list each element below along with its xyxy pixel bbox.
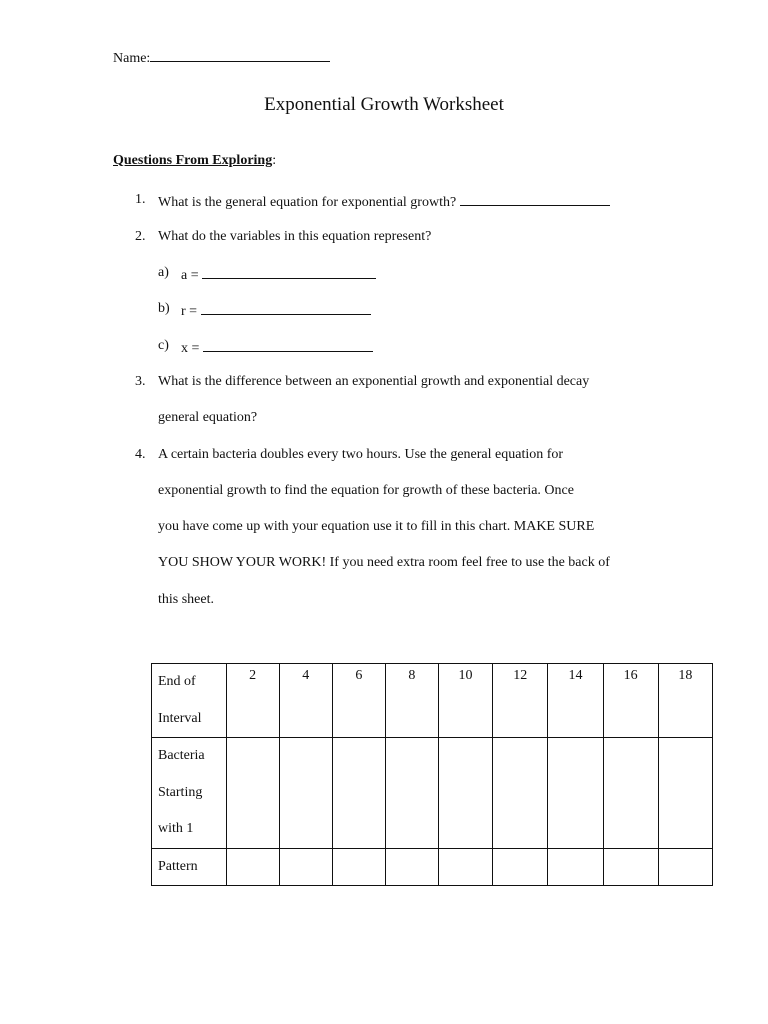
row-label-line: Bacteria	[158, 748, 205, 763]
table-cell[interactable]	[332, 738, 385, 849]
sub-text	[181, 264, 376, 285]
table-cell[interactable]	[279, 848, 332, 886]
question-number: 2.	[135, 229, 146, 244]
question-text-line: exponential growth to find the equation for growth of these bacteria. Once	[158, 483, 574, 498]
variable-label: r =	[181, 304, 198, 319]
answer-blank[interactable]	[202, 264, 376, 279]
table-cell[interactable]	[493, 738, 548, 849]
interval-header: 12	[493, 664, 548, 738]
sub-text	[181, 337, 373, 358]
row-label-bacteria	[152, 738, 227, 849]
table-cell[interactable]	[332, 848, 385, 886]
table-cell[interactable]	[603, 738, 658, 849]
interval-header: 16	[603, 664, 658, 738]
table-cell[interactable]	[438, 738, 492, 849]
variable-label: x =	[181, 341, 200, 356]
row-label-line: Starting	[158, 784, 203, 800]
table-cell[interactable]	[658, 848, 712, 886]
question-text-line: A certain bacteria doubles every two hours. Use the general equation for	[158, 447, 564, 462]
interval-header: 8	[385, 664, 438, 738]
question-text-line: YOU SHOW YOUR WORK! If you need extra room feel free to use the back of	[158, 555, 610, 570]
table-cell[interactable]	[658, 738, 712, 849]
bacteria-chart	[151, 663, 713, 886]
question-text	[158, 191, 610, 212]
table-cell[interactable]	[548, 848, 603, 886]
table-cell[interactable]	[493, 848, 548, 886]
variable-label: a =	[181, 268, 199, 283]
question-text-line: What is the difference between an exponential growth and exponential decay	[158, 374, 590, 389]
table-cell[interactable]	[226, 738, 279, 849]
question-number: 4.	[135, 447, 146, 462]
table-row	[152, 664, 713, 738]
row-label-pattern: Pattern	[152, 848, 227, 886]
sub-letter: b)	[158, 301, 170, 316]
row-label-line: Interval	[158, 710, 202, 726]
table-cell[interactable]	[279, 738, 332, 849]
interval-header: 2	[226, 664, 279, 738]
name-row	[113, 47, 330, 67]
question-text-line: you have come up with your equation use it to fill in this chart. MAKE SURE	[158, 519, 595, 534]
question-number: 1.	[135, 192, 146, 207]
question-text: What do the variables in this equation represent?	[158, 229, 432, 244]
sub-letter: c)	[158, 338, 169, 353]
table-row	[152, 848, 713, 886]
page-title: Exponential Growth Worksheet	[264, 94, 504, 115]
answer-blank[interactable]	[460, 191, 610, 206]
question-number: 3.	[135, 374, 146, 389]
row-label-line: End of	[158, 674, 196, 689]
interval-header: 4	[279, 664, 332, 738]
question-text-content: What is the general equation for exponential growth?	[158, 195, 457, 210]
interval-header: 10	[438, 664, 492, 738]
question-text-line: general equation?	[158, 410, 258, 425]
section-heading	[113, 153, 276, 169]
row-label-line: with 1	[158, 821, 194, 836]
question-text-line: this sheet.	[158, 592, 214, 607]
interval-header: 14	[548, 664, 603, 738]
answer-blank[interactable]	[201, 300, 371, 315]
sub-text	[181, 300, 371, 321]
table-cell[interactable]	[603, 848, 658, 886]
name-label: Name:	[113, 51, 151, 66]
row-label-interval	[152, 664, 227, 738]
section-heading-text: Questions From Exploring	[113, 153, 273, 168]
table-row	[152, 738, 713, 849]
table-cell[interactable]	[438, 848, 492, 886]
table-cell[interactable]	[226, 848, 279, 886]
sub-letter: a)	[158, 265, 169, 280]
table-cell[interactable]	[385, 738, 438, 849]
section-heading-colon: :	[272, 153, 277, 168]
answer-blank[interactable]	[203, 337, 373, 352]
interval-header: 6	[332, 664, 385, 738]
interval-header: 18	[658, 664, 712, 738]
table-cell[interactable]	[548, 738, 603, 849]
name-blank[interactable]	[150, 47, 330, 62]
table-cell[interactable]	[385, 848, 438, 886]
